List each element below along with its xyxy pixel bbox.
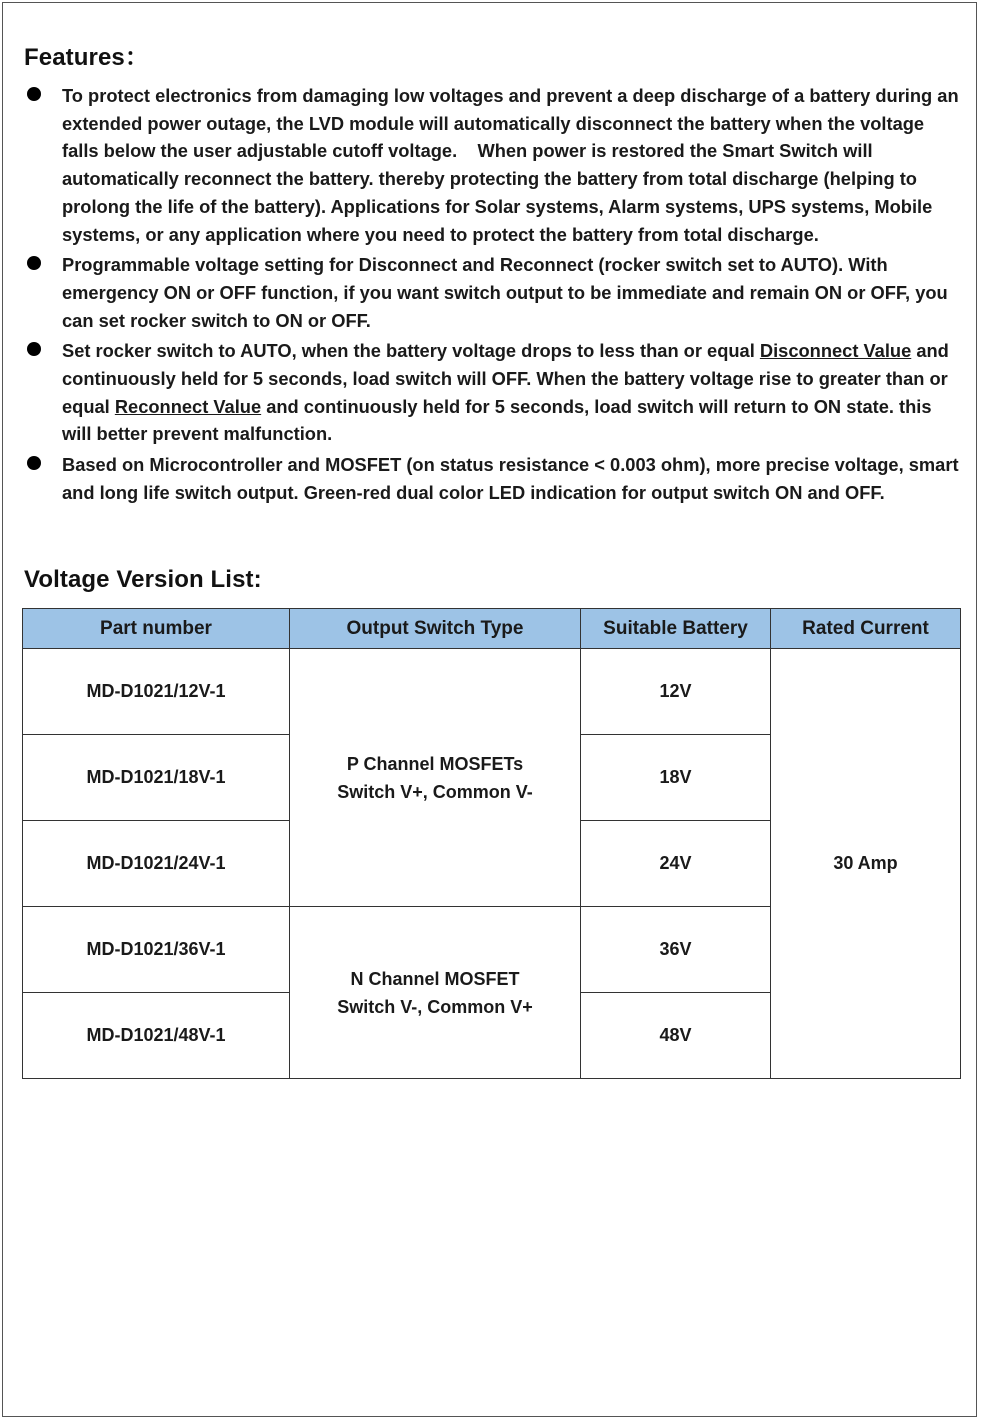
switch-type-line2: Switch V-, Common V+	[337, 996, 533, 1017]
part-number-cell: MD-D1021/36V-1	[23, 907, 290, 993]
part-number-cell: MD-D1021/24V-1	[23, 821, 290, 907]
features-heading: Features：	[24, 44, 149, 71]
feature-text-part: and continuously held for 5 seconds, load switch will OFF. When the battery voltage rise to greater than or equal	[62, 340, 949, 417]
feature-text: Programmable voltage setting for Disconnect and Reconnect (rocker switch set to AUTO). With emergency ON or OFF function, if you want switch output to be immediate and remain ON or OFF, you can set rocker switch to ON or OFF.	[62, 254, 948, 331]
voltage-version-table	[22, 608, 961, 1079]
switch-type-cell	[290, 649, 581, 907]
bullet-icon	[27, 87, 41, 101]
table-header-row	[23, 609, 961, 649]
header-suitable-battery: Suitable Battery	[581, 609, 771, 649]
feature-text-part: and continuously held for 5 seconds, load switch will return to ON state. this will better prevent malfunction.	[62, 395, 932, 445]
feature-item	[24, 82, 964, 248]
battery-cell: 12V	[581, 649, 771, 735]
table-row	[23, 649, 961, 735]
part-number-cell: MD-D1021/12V-1	[23, 649, 290, 735]
switch-type-line1: N Channel MOSFET	[350, 968, 520, 989]
bullet-icon	[27, 456, 41, 470]
battery-cell: 18V	[581, 735, 771, 821]
feature-item	[24, 251, 964, 334]
header-rated-current: Rated Current	[771, 609, 961, 649]
feature-item	[24, 337, 964, 448]
switch-type-cell	[290, 907, 581, 1079]
header-output-switch-type: Output Switch Type	[290, 609, 581, 649]
feature-text-part: Set rocker switch to AUTO, when the battery voltage drops to less than or equal	[62, 340, 760, 362]
features-list	[24, 82, 964, 510]
battery-cell: 48V	[581, 993, 771, 1079]
reconnect-value-term: Reconnect Value	[114, 395, 262, 417]
bullet-icon	[27, 256, 41, 270]
feature-item	[24, 451, 964, 506]
feature-text: To protect electronics from damaging low voltages and prevent a deep discharge of a battery during an extended power outage, the LVD module will automatically disconnect the battery when the voltage falls below the user adjustable cutoff voltage. When power is restored the Smart Switch will automatically reconnect the battery. thereby protecting the battery from total discharge (helping to prolong the life of the battery). Applications for Solar systems, Alarm systems, UPS systems, Mobile systems, or any application where you need to protect the battery from total discharge.	[62, 85, 959, 245]
part-number-cell: MD-D1021/48V-1	[23, 993, 290, 1079]
disconnect-value-term: Disconnect Value	[759, 340, 912, 362]
header-part-number: Part number	[23, 609, 290, 649]
part-number-cell: MD-D1021/18V-1	[23, 735, 290, 821]
voltage-list-heading: Voltage Version List:	[24, 566, 262, 593]
rated-current-cell: 30 Amp	[771, 649, 961, 1079]
feature-text: Based on Microcontroller and MOSFET (on status resistance < 0.003 ohm), more precise voltage, smart and long life switch output. Green-red dual color LED indication for output switch ON and OFF.	[62, 454, 959, 503]
switch-type-line1: P Channel MOSFETs	[346, 753, 524, 774]
battery-cell: 36V	[581, 907, 771, 993]
bullet-icon	[27, 342, 41, 356]
switch-type-line2: Switch V+, Common V-	[337, 781, 533, 802]
battery-cell: 24V	[581, 821, 771, 907]
